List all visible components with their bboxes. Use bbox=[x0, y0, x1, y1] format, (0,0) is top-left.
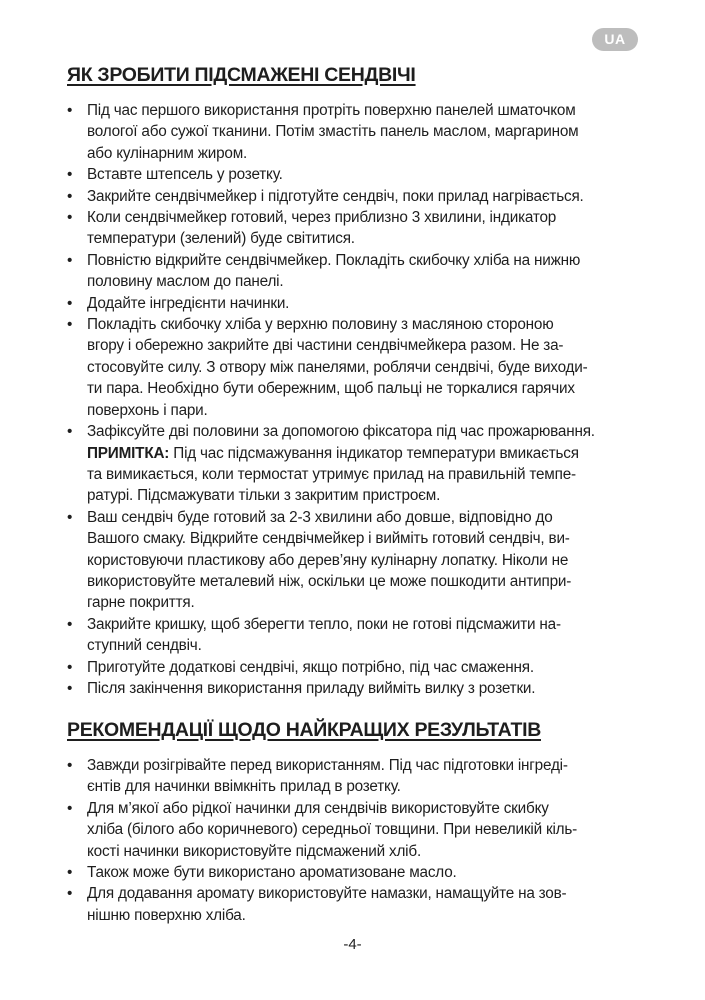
instructions-list bbox=[67, 100, 647, 699]
list-item: • Закрийте сендвічмейкер і підготуйте сендвіч, поки прилад нагрівається. bbox=[67, 186, 647, 207]
recommendations-list bbox=[67, 755, 647, 926]
list-item: • Завжди розігрівайте перед використанням. Під час підготовки інгреді- єнтів для начинки ввімкніть прилад в розетку. bbox=[67, 755, 647, 798]
page-number: -4- bbox=[343, 936, 362, 953]
note-label: ПРИМІТКА: bbox=[87, 444, 170, 462]
list-item: • Покладіть скибочку хліба у верхню половину з масляною стороною вгору і обережно закрийте дві частини сендвічмейкера разом. Не за- стосовуйте силу. З отвору між панелями, роблячи сендвічі, буде виходи- ти пара. Необхідно бути обережним, щоб пальці не торкалися гарячих поверхонь і пари. bbox=[67, 314, 647, 421]
section-title-recommendations: РЕКОМЕНДАЦІЇ ЩОДО НАЙКРАЩИХ РЕЗУЛЬТАТІВ bbox=[67, 719, 541, 741]
list-item: • Коли сендвічмейкер готовий, через приблизно 3 хвилини, індикатор температури (зелений) буде світитися. bbox=[67, 207, 647, 250]
section-recommendations bbox=[67, 719, 647, 926]
section-how-to bbox=[67, 64, 647, 699]
list-item: • Додайте інгредієнти начинки. bbox=[67, 293, 647, 314]
note-line: ПРИМІТКА: Під час підсмажування індикатор температури вмикається bbox=[87, 444, 579, 462]
list-item: • Після закінчення використання приладу вийміть вилку з розетки. bbox=[67, 678, 647, 699]
list-item: • Також може бути використано ароматизоване масло. bbox=[67, 862, 647, 883]
list-item: • Для додавання аромату використовуйте намазки, намащуйте на зов- нішню поверхню хліба. bbox=[67, 883, 647, 926]
language-badge: UA bbox=[592, 28, 638, 51]
list-item: • Зафіксуйте дві половини за допомогою фіксатора під час прожарювання. ПРИМІТКА: Під час підсмажування індикатор температури вмикається та вимикається, коли термостат утримує прилад на правильній темпе- ратурі. Підсмажувати тільки з закритим пристроєм. bbox=[67, 421, 647, 507]
list-item: • Закрийте кришку, щоб зберегти тепло, поки не готові підсмажити на- ступний сендвіч. bbox=[67, 614, 647, 657]
list-item: • Під час першого використання протріть поверхню панелей шматочком вологої або сужої тканини. Потім змастіть панель маслом, маргарином або кулінарним жиром. bbox=[67, 100, 647, 164]
list-item: • Повністю відкрийте сендвічмейкер. Покладіть скибочку хліба на нижню половину маслом до панелі. bbox=[67, 250, 647, 293]
list-item: • Ваш сендвіч буде готовий за 2-3 хвилини або довше, відповідно до Вашого смаку. Відкрийте сендвічмейкер і вийміть готовий сендвіч, ви- користовуючи пластикову або дерев’яну кулінарну лопатку. Ніколи не використовуйте металевий ніж, оскільки це може пошкодити антипри- гарне покриття. bbox=[67, 507, 647, 614]
list-item: • Для м’якої або рідкої начинки для сендвічів використовуйте скибку хліба (білого або коричневого) середньої товщини. При невеликій кіль- кості начинки використовуйте підсмажений хліб. bbox=[67, 798, 647, 862]
list-item: • Приготуйте додаткові сендвічі, якщо потрібно, під час смаження. bbox=[67, 657, 647, 678]
list-item: • Вставте штепсель у розетку. bbox=[67, 164, 647, 185]
section-title-how-to: ЯК ЗРОБИТИ ПІДСМАЖЕНІ СЕНДВІЧІ bbox=[67, 64, 416, 86]
